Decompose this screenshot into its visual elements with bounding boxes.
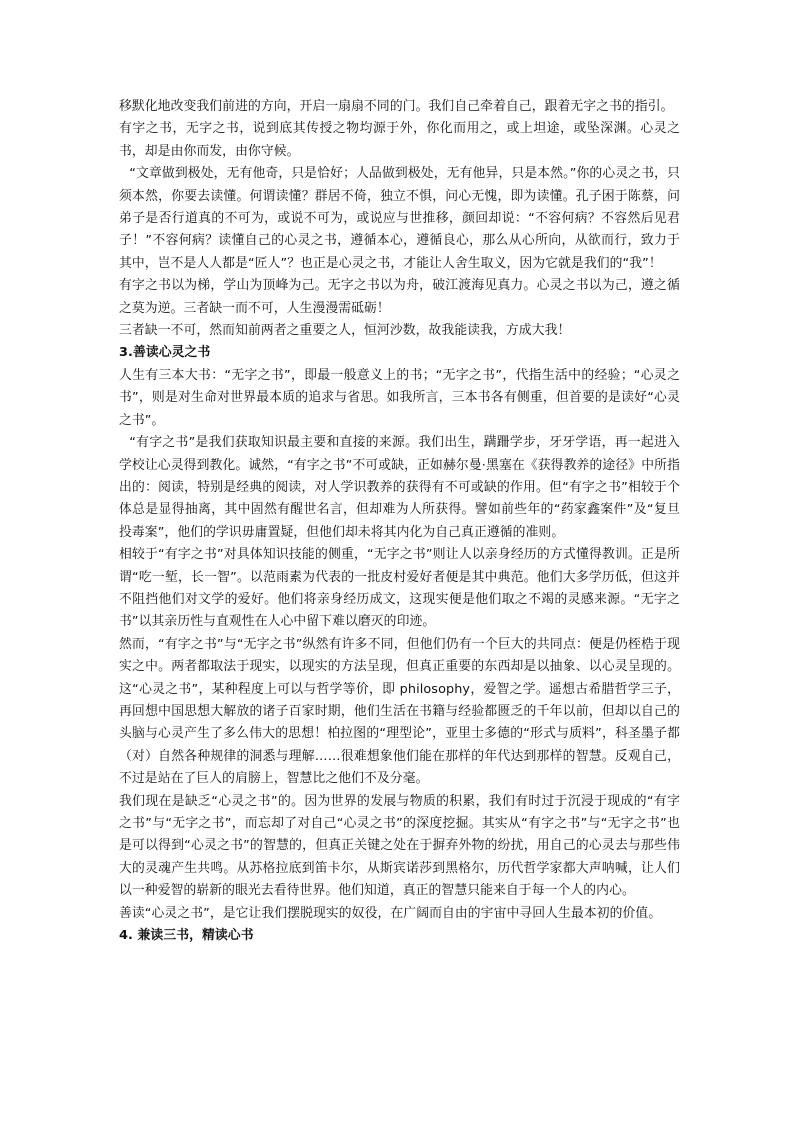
paragraph: 我们现在是缺乏“心灵之书”的。因为世界的发展与物质的积累，我们有时过于沉浸于现成的“有字之书”与“无字之书”，而忘却了对自己“心灵之书”的深度挖掘。其实从“有字之书”与“无字之书”也是可以得到“心灵之书”的智慧的，但真正关键之处在于摒弃外物的纷扰，用自己的心灵去与那些伟大的灵魂产生共鸣。从苏格拉底到笛卡尔，从斯宾诺莎到黑格尔，历代哲学家都大声呐喊，让人们以一种爱智的崭新的眼光去看待世界。他们知道，真正的智慧只能来自于每一个人的内心。 bbox=[119, 793, 680, 899]
paragraph: 相较于“有字之书”对具体知识技能的侧重，“无字之书”则让人以亲身经历的方式懂得教训。正是所谓“吃一堑，长一智”。以范雨素为代表的一批皮村爱好者便是其中典范。他们大多学历低，但这并不阻挡他们对文学的爱好。他们将亲身经历成文，这现实便是他们取之不竭的灵感来源。“无字之书”以其亲历性与直观性在人心中留下难以磨灭的印迹。 bbox=[119, 547, 680, 630]
document-body bbox=[119, 96, 680, 947]
section-heading-4: 4. 兼读三书，精读心书 bbox=[119, 928, 254, 944]
paragraph: 善读“心灵之书”，是它让我们摆脱现实的奴役，在广阔而自由的宇宙中寻回人生最本初的价值。 bbox=[119, 905, 662, 921]
paragraph: 有字之书，无字之书，说到底其传授之物均源于外，你化而用之，或上坦途，或坠深渊。心灵之书，却是由你而发，由你守候。 bbox=[119, 121, 680, 159]
paragraph: 然而，“有字之书”与“无字之书”纵然有许多不同，但他们仍有一个巨大的共同点：便是仍桎梏于现实之中。两者都取法于现实，以现实的方法呈现，但真正重要的东西却是以抽象、以心灵呈现的。这“心灵之书”，某种程度上可以与哲学等价，即 philosophy，爱智之学。遥想古希腊哲学三子，再回想中国思想大解放的诸子百家时期，他们生活在书籍与经验都匮乏的千年以前，但却以自己的头脑与心灵产生了多么伟大的思想！柏拉图的“理型论”，亚里士多德的“形式与质料”，科圣墨子都（对）自然各种规律的洞悉与理解……很难想象他们能在那样的年代达到那样的智慧。反观自己，不过是站在了巨人的肩膀上，智慧比之他们不及分毫。 bbox=[119, 636, 680, 787]
paragraph-intro-continued: 移默化地改变我们前进的方向，开启一扇扇不同的门。我们自己牵着自己，跟着无字之书的指引。 bbox=[119, 99, 674, 114]
paragraph: 人生有三本大书：“无字之书”，即最一般意义上的书；“无字之书”，代指生活中的经验；“心灵之书”，则是对生命对世界最本质的追求与省思。如我所言，三本书各有侧重，但首要的是读好“心灵之书”。 bbox=[119, 367, 680, 428]
section-heading-3: 3.善读心灵之书 bbox=[119, 345, 211, 361]
paragraph: 三者缺一不可，然而知前两者之重要之人，恒河沙数，故我能读我，方成大我！ bbox=[119, 323, 571, 339]
paragraph: 有字之书以为梯，学山为顶峰为己。无字之书以为舟，破江渡海见真力。心灵之书以为己，遵之循之莫为逆。三者缺一而不可，人生漫漫需砥砺！ bbox=[119, 278, 680, 316]
paragraph: “有字之书”是我们获取知识最主要和直接的来源。我们出生，蹒跚学步，牙牙学语，再一起进入学校让心灵得到教化。诚然，“有字之书”不可或缺，正如赫尔曼·黑塞在《获得教养的途径》中所指出的：阅读，特别是经典的阅读，对人学识教养的获得有不可或缺的作用。但“有字之书”相较于个体总是显得抽离，其中固然有醒世名言，但却难为人所获得。譬如前些年的“药家鑫案件”及“复旦投毒案”，他们的学识毋庸置疑，但他们却未将其内化为自己真正遵循的准则。 bbox=[119, 435, 680, 540]
paragraph: “文章做到极处，无有他奇，只是恰好；人品做到极处，无有他异，只是本然。”你的心灵之书，只须本然，你要去读懂。何谓读懂？群居不倚，独立不惧，问心无愧，即为读懂。孔子困于陈蔡，问弟子是否行道真的不可为，或说不可为，或说应与世推移，颜回却说：“不容何病？不容然后见君子！”不容何病？读懂自己的心灵之书，遵循本心，遵循良心，那么从心所向，从欲而行，致力于其中，岂不是人人都是“匠人”？也正是心灵之书，才能让人舍生取义，因为它就是我们的“我”！ bbox=[119, 166, 680, 271]
